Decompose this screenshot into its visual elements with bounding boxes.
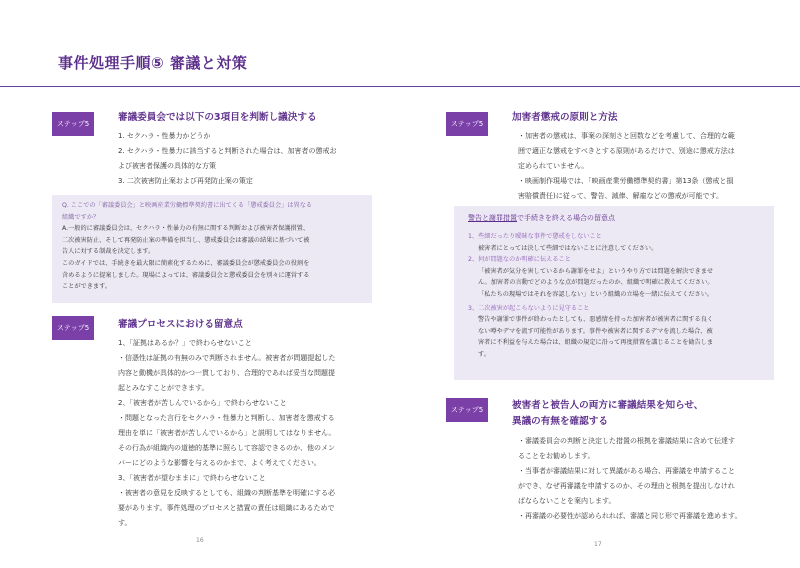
answer-line: ことができます。 [62,283,112,291]
body-line: 1. セクハラ・性暴力かどうか [118,132,211,140]
item-body: ん。加害者の言動でどのような点が問題だったのか、組織で明確に教えてください。 [478,279,714,287]
question-line: Q. ここでの「審議委員会」と映画産業労働標準契約書に出てくる「懲戒委員会」は異なる [62,202,313,209]
body-line: ・加害者の懲戒は、事案の深刻さと回数などを考慮して、合理的な範 [518,132,735,140]
step-badge: ステップ5 [52,112,94,136]
body-line: す。 [118,519,132,527]
item-body: 警告や謝罪で事件が終わったとしても、悪感情を持った加害者が被害者に関する良く [478,316,714,324]
body-line: ・当事者が審議結果に対して異議がある場合、再審議を申請すること [518,467,735,475]
step-badge: ステップ5 [52,316,94,340]
body-line: ・被害者の意見を反映するとしても、組織の判断基準を明確にする必 [118,489,335,497]
body-line: ばならないことを案内します。 [518,497,616,505]
page-title: 事件処理手順⑤ 審議と対策 [58,54,248,72]
body-line: 3、「被害者が望むままに」で終わらせないこと [118,474,266,482]
body-line: ・信憑性は証拠の有無のみで判断されません。被害者が問題提起した [118,354,336,362]
body-line: 囲で適正な懲戒をすべきとする原則があるだけで、別途に懲戒方法は [518,147,735,155]
body-line: その行為が組織内の道徳的基準に照らして容認できるのか、他のメン [118,444,335,452]
answer-line: このガイドでは、手続きを最大限に簡素化するために、審議委員会が懲戒委員会の役割を [62,259,310,267]
body-line: 1、「証拠はあるか？」で終わらせないこと [118,339,252,347]
answer-line: 二次被害防止、そして再発防止案の準備を担当し、懲戒委員会は審議の結果に基づいて被 [62,236,310,244]
right-section-1 [512,110,735,204]
item-heading: 2、何が問題なのか明確に伝えること [468,256,571,264]
body-line: よび被害者保護の具体的な方策 [118,162,216,170]
section-heading: 審議委員会では以下の3項目を判断し議決する [118,112,317,123]
item-body: 「被害者が気分を害しているから謝罪をせよ」というやり方では問題を解決できませ [478,267,714,275]
item-heading: 1、些細だったり曖昧な事件で懲戒をしないこと [468,233,602,240]
box-title-underlined: 警告と謝罪措置 [468,214,517,222]
guidance-box [454,206,774,380]
body-line: 要があります。事件処理のプロセスと措置の責任は組織にあるためで [118,504,335,512]
section-heading: 異議の有無を確認する [512,416,608,427]
item-body: 被害者にとっては決して些細ではないことに注意してください。 [478,244,658,252]
body-line: 3. 二次被害防止案および再発防止案の策定 [118,177,253,185]
left-section-2 [118,317,335,531]
section-heading: 審議プロセスにおける留意点 [118,319,243,330]
body-line: 理由を単に「被害者が苦しんでいるから」と説明してはなりません。 [118,429,336,437]
box-title-rest: で手続きを終える場合の留意点 [517,214,615,222]
answer-line: 含めるように提案しました。現場によっては、審議委員会と懲戒委員会を別々に運営する [62,271,310,279]
page-number-right: 17 [594,541,602,548]
box-title [468,213,774,223]
question-line: 組織ですか？ [62,213,100,221]
left-section-1 [118,110,336,189]
body-line: ることをお勧めします。 [518,452,595,460]
body-line: 定められていません。 [518,162,589,170]
body-line: 2. セクハラ・性暴力に該当すると判断された場合は、加害者の懲戒お [118,147,337,155]
item-body: す。 [478,350,490,358]
answer-line: A.一般的に審議委員会は、セクハラ・性暴力の有無に関する判断および被害者保護措置、 [62,225,310,233]
body-line: ができ、なぜ再審議を申請するのか、その理由と根拠を提出しなけれ [518,482,735,490]
page-number-left: 16 [196,537,204,544]
body-line: バーにどのような影響を与えるのかまで、よく考えてください。 [118,459,321,467]
section-heading: 被害者と被告人の両方に審議結果を知らせ、 [512,400,704,411]
body-line: 起とみなすことができます。 [118,384,209,392]
body-line: ・審議委員会の判断と決定した措置の根拠を審議結果に含めて伝達す [518,437,735,445]
item-body: 「私たちの現場ではそれを容認しない」という組織の立場を一緒に伝えてください。 [478,290,714,298]
item-body: ない噂やデマを流す可能性があります。事件や被害者に関するデマを流した場合、被 [478,327,713,335]
item-body: 害者に不利益を与えた場合は、組織の規定に沿って再度措置を講じることを勧告しま [478,339,714,347]
step-badge: ステップ5 [446,398,488,422]
section-heading: 加害者懲戒の原則と方法 [512,112,618,123]
body-line: 内容と動機が具体的かつ一貫しており、合理的であれば妥当な問題提 [118,369,335,377]
answer-line: 告人に対する制裁を決定します。 [62,248,155,256]
body-line: ・問題となった言行をセクハラ・性暴力と判断し、加害者を懲戒する [118,414,335,422]
title-divider [0,86,800,87]
qa-box [52,195,372,303]
body-line: ・映画制作現場では、「映画産業労働標準契約書」第13条（懲戒と損 [518,177,734,185]
body-line: ・再審議の必要性が認められれば、審議と同じ形で再審議を進めます。 [518,512,742,520]
right-section-2 [512,398,741,524]
body-line: 害賠償責任)に従って、警告、減俸、解雇などの懲戒が可能です。 [518,192,724,200]
step-badge: ステップ5 [446,112,488,136]
body-line: 2、「被害者が苦しんでいるから」で終わらせないこと [118,399,287,407]
item-heading: 3、二次被害が起こらないように見守ること [468,304,590,312]
